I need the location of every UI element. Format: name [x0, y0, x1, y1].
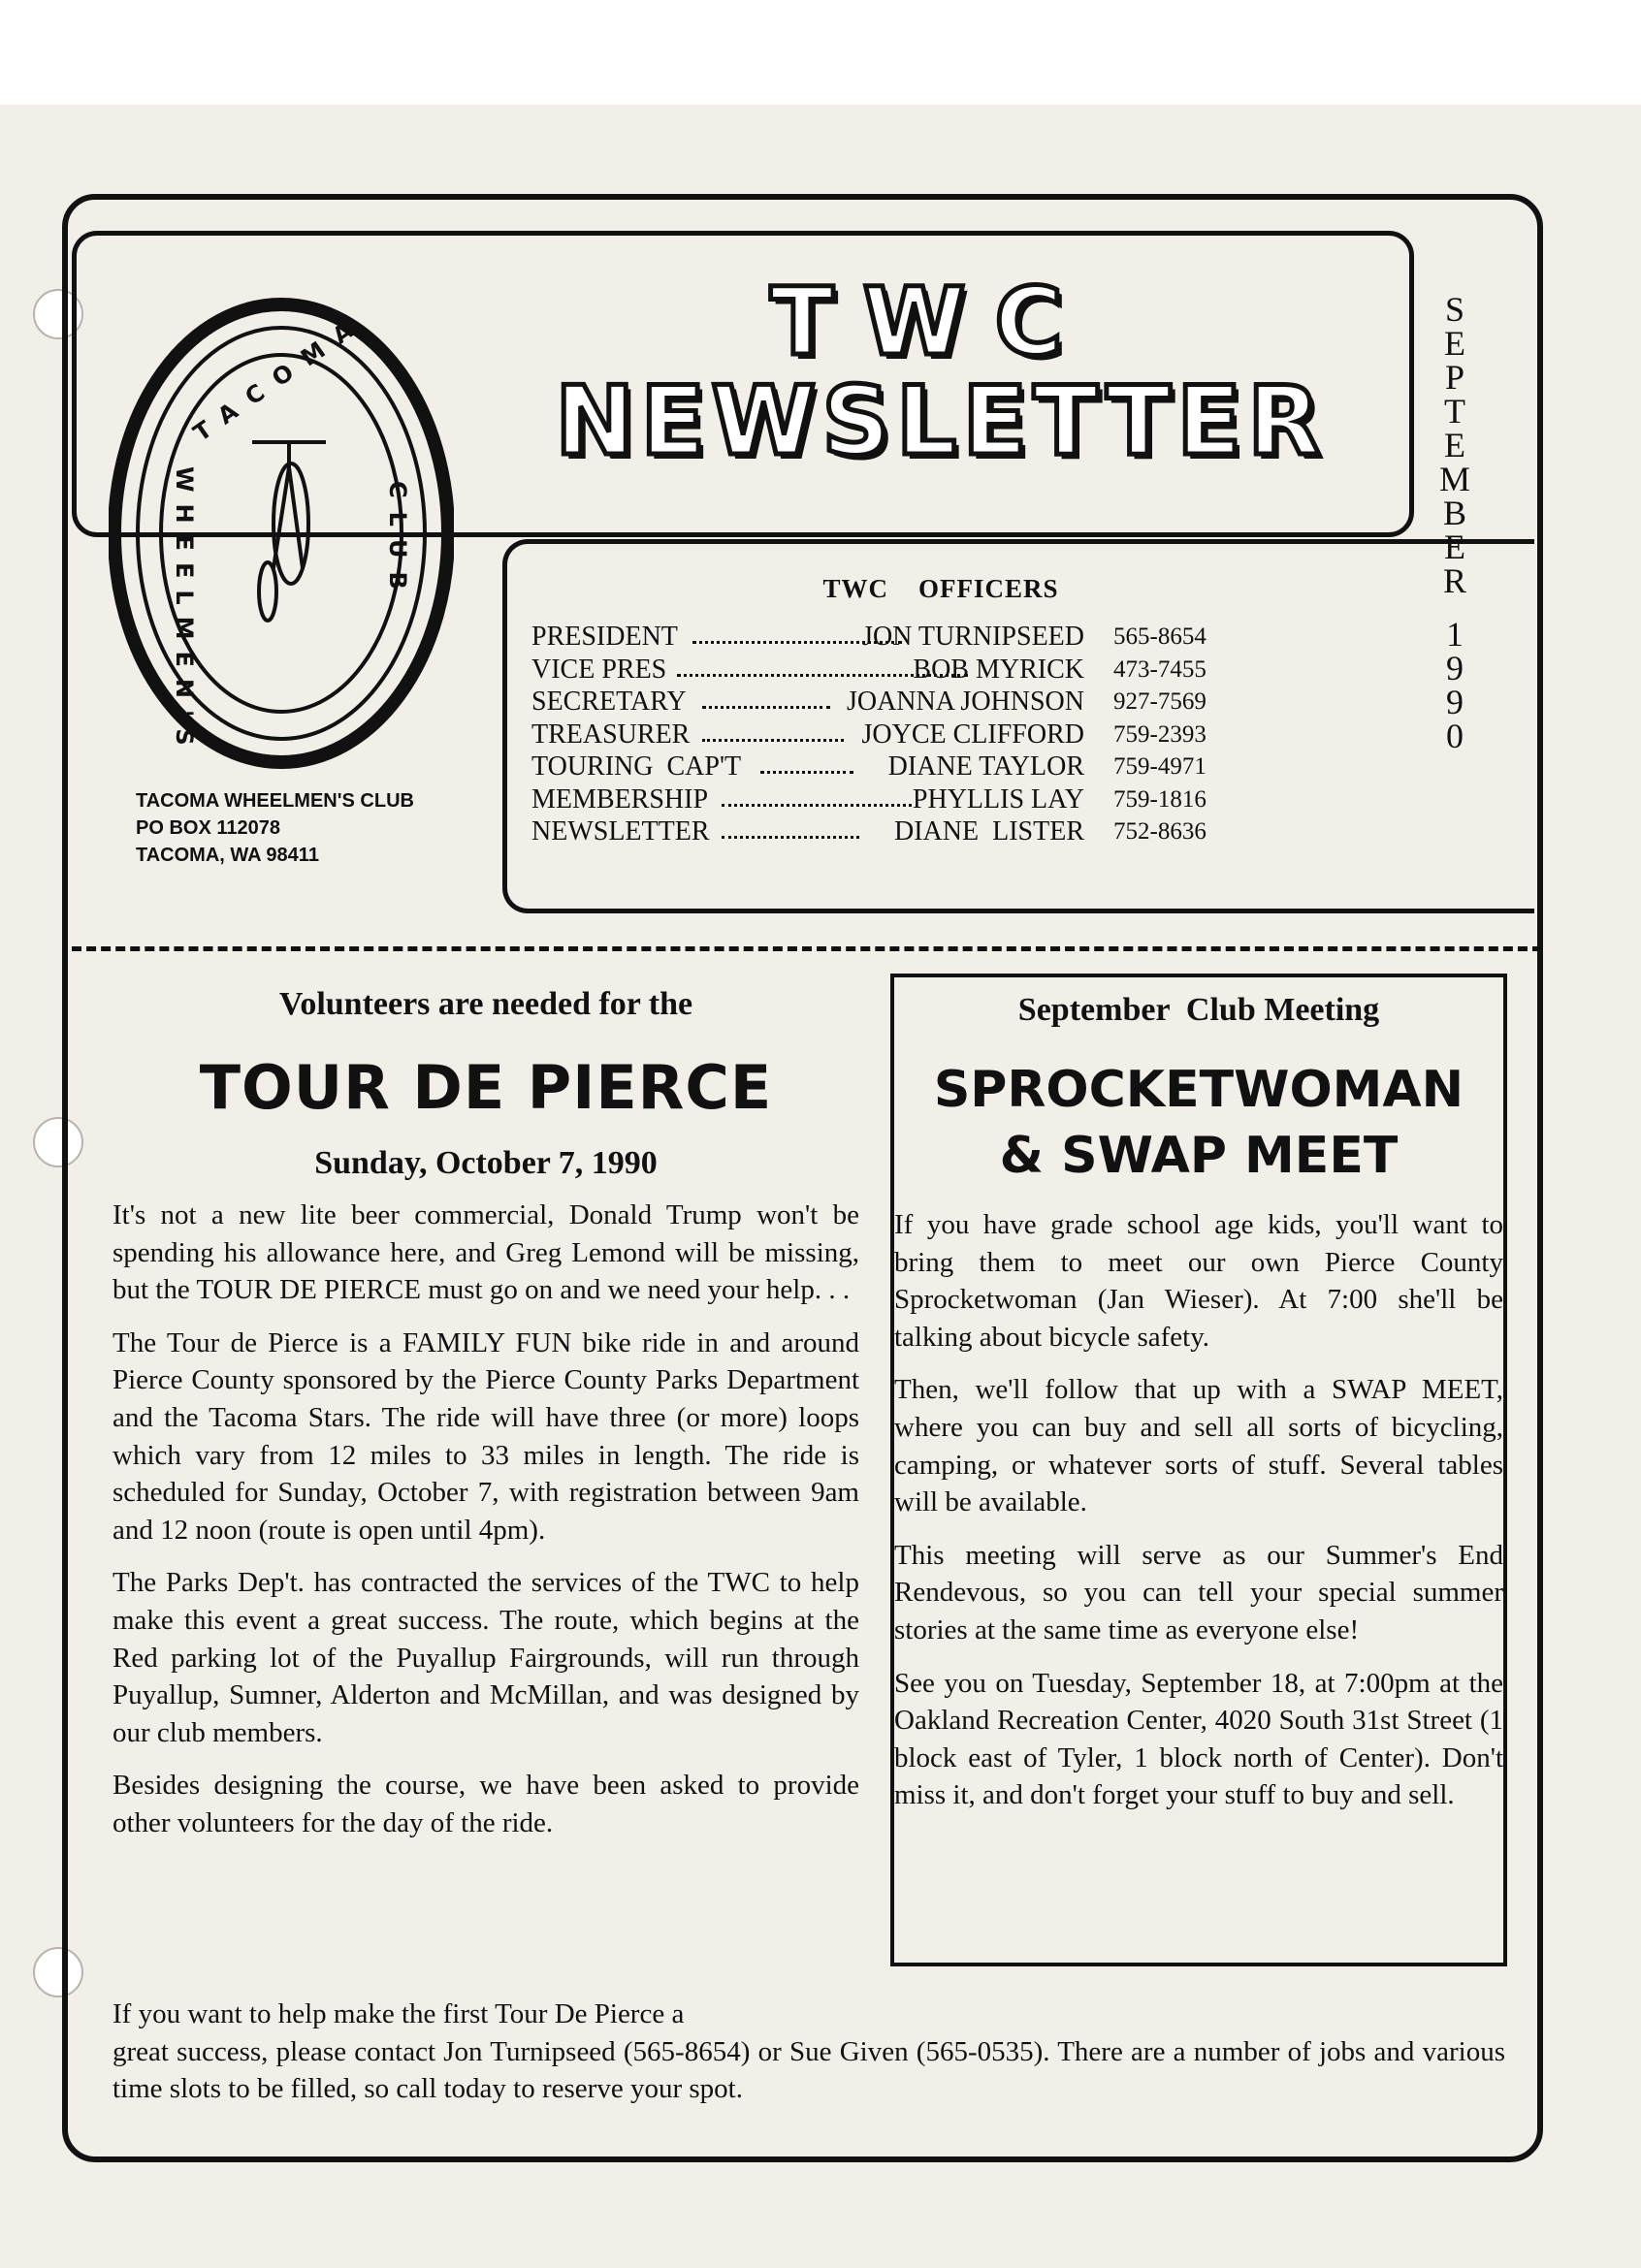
- date-letter: E: [1444, 426, 1465, 464]
- closing-rest: great success, please contact Jon Turnipseed (565-8654) or Sue Given (565-0535). There are a number of jobs and various time slots to be filled, so call today to reserve your spot.: [113, 2035, 1505, 2105]
- leader-dots: [702, 736, 844, 742]
- officer-name: JOANNA JOHNSON: [846, 687, 1084, 717]
- article-paragraph: The Tour de Pierce is a FAMILY FUN bike ride in and around Pierce County sponsored by the Pierce County Parks Department and the Tacoma Stars. The ride will have three (or more) loops which vary from 12 miles to 33 miles in length. The ride is scheduled for Sunday, October 7, with registration between 9am and 12 noon (route is open until 4pm).: [113, 1326, 859, 1546]
- article-kicker: Volunteers are needed for the: [278, 986, 693, 1022]
- article-paragraph: It's not a new lite beer commercial, Donald Trump won't be spending his allowance here, and Greg Lemond will be missing, but the TOUR DE PIERCE must go on and we need your help. . .: [113, 1199, 859, 1306]
- officer-row: [531, 815, 1230, 848]
- club-address: [136, 787, 485, 869]
- masthead-title-twc: TWC: [770, 268, 1092, 376]
- leader-dots: [702, 703, 830, 709]
- date-digit: 0: [1446, 717, 1464, 755]
- officer-name: PHYLLIS LAY: [912, 783, 1084, 815]
- leader-dots: [722, 801, 912, 807]
- meeting-title-line: SPROCKETWOMAN: [933, 1061, 1464, 1119]
- officer-phone: 759-4971: [1113, 753, 1207, 780]
- date-letter: T: [1444, 392, 1465, 431]
- masthead-title-newsletter: NEWSLETTER: [555, 367, 1327, 477]
- leader-dots: [760, 768, 853, 774]
- officer-name: BOB MYRICK: [913, 654, 1084, 685]
- logo-text-right: CLUB: [384, 481, 411, 603]
- address-line: PO BOX 112078: [136, 817, 280, 839]
- officer-phone: 565-8654: [1113, 623, 1207, 650]
- address-line: TACOMA, WA 98411: [136, 845, 319, 866]
- officer-row: [531, 751, 1230, 783]
- meeting-title-line: & SWAP MEET: [999, 1127, 1399, 1185]
- officer-row: [531, 783, 1230, 816]
- date-letter: B: [1442, 494, 1466, 532]
- officer-name: DIANE LISTER: [894, 816, 1084, 847]
- officer-phone: 752-8636: [1113, 818, 1207, 845]
- officer-name: JOYCE CLIFFORD: [861, 719, 1084, 750]
- meeting-body: [894, 1206, 1503, 1830]
- meeting-paragraph: See you on Tuesday, September 18, at 7:00pm at the Oakland Recreation Center, 4020 South 31st Street (1 block east of Tyler, 1 block north of Center). Don't miss it, and don't forget your stuff to buy and sell.: [894, 1667, 1503, 1811]
- officer-row: [531, 719, 1230, 751]
- officer-phone: 759-2393: [1113, 720, 1207, 748]
- article-date: Sunday, October 7, 1990: [314, 1145, 658, 1181]
- officer-row: [531, 654, 1230, 687]
- date-letter: S: [1444, 290, 1465, 329]
- officers-table: [531, 621, 1230, 848]
- officer-role: TREASURER: [531, 719, 691, 750]
- officer-name: DIANE TAYLOR: [887, 751, 1084, 782]
- date-digit: 1: [1446, 615, 1464, 654]
- date-digit: 9: [1446, 649, 1464, 687]
- section-divider: [72, 946, 1542, 951]
- officer-phone: 927-7569: [1113, 688, 1207, 715]
- date-letter: P: [1444, 358, 1465, 397]
- date-letter: R: [1442, 561, 1466, 600]
- officer-phone: 759-1816: [1113, 785, 1207, 813]
- club-logo: [109, 297, 454, 770]
- officers-heading: TWC OFFICERS: [822, 574, 1059, 603]
- officer-name: JON TURNIPSEED: [862, 622, 1084, 652]
- logo-text-left: WHEELMEN'S: [171, 466, 198, 757]
- officer-role: MEMBERSHIP: [531, 783, 709, 815]
- article-paragraph: Besides designing the course, we have been asked to provide other volunteers for the day of the ride.: [113, 1770, 859, 1838]
- officer-role: VICE PRES: [531, 654, 667, 685]
- logo-text-top: TACOMA: [188, 307, 371, 447]
- officer-row: [531, 686, 1230, 719]
- date-letter: M: [1438, 460, 1470, 498]
- meeting-paragraph: Then, we'll follow that up with a SWAP MEET, where you can buy and sell all sorts of bicycling, camping, or whatever sorts of stuff. Several tables will be available.: [894, 1374, 1503, 1518]
- meeting-heading: September Club Meeting: [1017, 992, 1380, 1028]
- closing-first-line: If you want to help make the first Tour De Pierce a: [113, 1998, 685, 2029]
- article-paragraph: The Parks Dep't. has contracted the services of the TWC to help make this event a great success. The route, which begins at the Red parking lot of the Puyallup Fairgrounds, will run through Puyallup, Sumner, Alderton and McMillan, and was designed by our club members.: [113, 1567, 859, 1748]
- date-letter: E: [1444, 324, 1465, 363]
- officer-phone: 473-7455: [1113, 655, 1207, 683]
- officer-role: TOURING CAP'T: [531, 751, 742, 782]
- issue-date-vertical: [1435, 290, 1474, 755]
- officer-role: NEWSLETTER: [531, 816, 710, 847]
- meeting-paragraph: If you have grade school age kids, you'll want to bring them to meet our own Pierce County Sprocketwoman (Jan Wieser). At 7:00 she'll be talking about bicycle safety.: [894, 1209, 1503, 1353]
- leader-dots: [722, 833, 859, 839]
- tour-de-pierce-article: [113, 979, 859, 1858]
- date-digit: 9: [1446, 683, 1464, 721]
- officer-row: [531, 621, 1230, 654]
- date-letter: E: [1444, 527, 1465, 566]
- address-line: TACOMA WHEELMEN'S CLUB: [136, 790, 414, 812]
- officer-role: SECRETARY: [531, 687, 687, 717]
- article-closing-paragraph: [113, 1996, 1505, 2108]
- officer-role: PRESIDENT: [531, 622, 678, 652]
- meeting-title: [890, 1057, 1507, 1189]
- meeting-paragraph: This meeting will serve as our Summer's End Rendevous, so you can tell your special summer stories at the same time as everyone else!: [894, 1539, 1503, 1645]
- article-title: TOUR DE PIERCE: [199, 1052, 773, 1123]
- bicycle-icon: [252, 442, 326, 621]
